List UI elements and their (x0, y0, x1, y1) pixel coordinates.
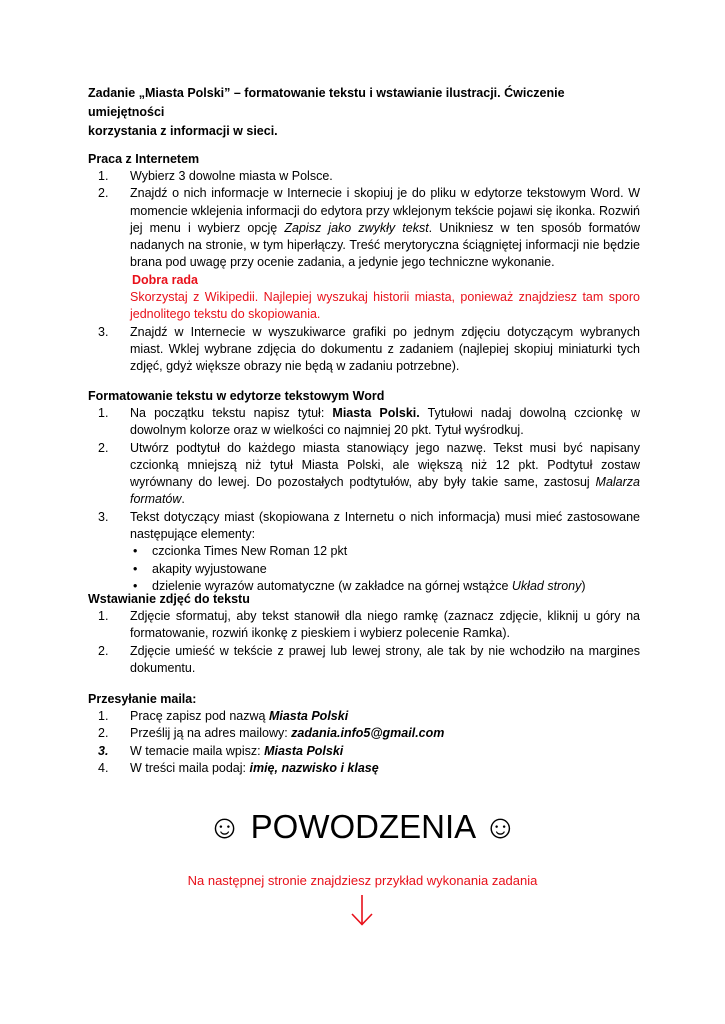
tab-name: Układ strony (511, 578, 582, 593)
list-number: 2. (98, 643, 109, 658)
section-heading-mail: Przesyłanie maila: (88, 692, 197, 706)
internet-list (88, 168, 640, 376)
next-page-note: Na następnej stronie znajdziesz przykład wykonania zadania (187, 873, 538, 888)
list-item (88, 405, 640, 440)
list-text: Zdjęcie sformatuj, aby tekst stanowił dla niego ramkę (zaznacz zdjęcie, kliknij u góry na formatowanie, rozwiń ikonkę z pieskiem i wybierz polecenie Ramka). (130, 609, 640, 641)
list-text: Znajdź w Internecie w wyszukiwarce grafiki po jednym zdjęciu dotyczącym wybranych miast. Wklej wybrane zdjęcia do dokumentu z zadaniem (najlepiej skopiuj miniaturki tych zdjęć, gdyż większe obrazy nie będą w zadaniu potrzebne). (130, 324, 640, 374)
advice-text: Skorzystaj z Wikipedii. Najlepiej wyszukaj historii miasta, ponieważ znajdziesz tam sporo jednolitego tekstu do skopiowania. (130, 290, 640, 322)
section-heading-internet: Praca z Internetem (88, 152, 200, 166)
bullet-text: akapity wyjustowane (152, 561, 267, 576)
list-text: . (181, 492, 185, 507)
title-line-2: korzystania z informacji w sieci. (88, 124, 278, 138)
list-text: . Unikniesz w ten sposób formatów nadanych na stronie, w tym hiperłączy. Treść merytoryczna ściągniętej informacji nie będzie brana pod uwagę przy ocenie zadania, a jedynie jego techniczne wykonanie. (130, 220, 641, 270)
document-title (88, 84, 643, 141)
list-item (88, 725, 640, 742)
list-number: 2. (98, 186, 109, 201)
advice-heading: Dobra rada (132, 272, 198, 287)
list-number: 2. (98, 440, 109, 455)
title-name: Miasta Polski. (332, 406, 420, 420)
list-number: 1. (98, 406, 109, 420)
list-item (88, 509, 640, 595)
list-text: Utwórz podtytuł do każdego miasta stanowiący jego nazwę. Tekst musi być napisany czcionką mniejszą niż tytuł Miasta Polski, ale większą niż 12 pkt. Podtytuł zostaw wyrównany do lewej. Do pozostałych podtytułów, aby były takie same, zastosuj (130, 440, 640, 490)
list-number: 3. (98, 509, 109, 524)
section-heading-format: Formatowanie tekstu w edytorze tekstowym Word (88, 389, 385, 403)
option-name: Zapisz jako zwykły tekst (284, 220, 429, 235)
smiley-icon: ☺ (207, 808, 242, 845)
list-item (88, 743, 640, 760)
list-number: 3. (98, 324, 109, 339)
mail-content: imię, nazwisko i klasę (249, 760, 379, 775)
arrow-down-icon (349, 893, 375, 927)
list-number: 1. (98, 169, 109, 183)
good-luck-text: POWODZENIA (250, 808, 475, 845)
list-item (88, 708, 640, 725)
good-luck-banner (0, 805, 725, 849)
list-item (88, 643, 640, 678)
mail-list (88, 708, 640, 777)
list-number: 1. (98, 709, 109, 723)
list-item (88, 324, 640, 376)
title-line-1: Zadanie „Miasta Polski” – formatowanie tekstu i wstawianie ilustracji. Ćwiczenie umiejętności (88, 86, 565, 119)
list-text: Tekst dotyczący miast (skopiowana z Internetu o nich informacja) musi mieć zastosowane następujące elementy: (130, 509, 640, 542)
format-list (88, 405, 640, 595)
email-address: zadania.info5@gmail.com (291, 726, 445, 741)
list-text: Pracę zapisz pod nazwą (130, 709, 269, 723)
list-text: Na początku tekstu napisz tytuł: (130, 406, 333, 420)
list-item (88, 168, 640, 185)
section-heading-photos: Wstawianie zdjęć do tekstu (88, 592, 250, 606)
list-item (88, 185, 640, 323)
list-number: 4. (98, 760, 109, 775)
list-number: 3. (98, 743, 109, 758)
list-text: Wybierz 3 dowolne miasta w Polsce. (130, 169, 333, 183)
smiley-icon: ☺ (483, 808, 518, 845)
bullet-text: dzielenie wyrazów automatyczne (w zakładce na górnej wstążce (152, 578, 512, 593)
tool-name: Malarza formatów (130, 475, 640, 507)
file-name: Miasta Polski (268, 709, 349, 723)
list-text: Prześlij ją na adres mailowy: (130, 726, 292, 741)
list-text: Tytułowi nadaj dowolną czcionkę w dowolnym kolorze oraz w wielkości co najmniej 20 pkt. Tytuł wyśrodkuj. (130, 406, 640, 438)
list-item (88, 440, 640, 509)
list-text: W temacie maila wpisz: (130, 743, 265, 758)
list-number: 1. (98, 609, 109, 623)
list-item (88, 608, 640, 643)
bullet-text: ) (581, 578, 586, 593)
list-number: 2. (98, 726, 109, 741)
list-text: Znajdź o nich informacje w Internecie i skopiuj je do pliku w edytorze tekstowym Word. W momencie wklejenia informacji do edytora przy wklejonym tekście pojawi się ikonka. Rozwiń jej menu i wybierz opcję (130, 186, 640, 235)
list-item (88, 760, 640, 777)
bullet-item (130, 543, 640, 560)
bullet-text: czcionka Times New Roman 12 pkt (152, 544, 348, 559)
mail-subject: Miasta Polski (264, 743, 344, 758)
bullet-item (130, 561, 640, 578)
list-text: Zdjęcie umieść w tekście z prawej lub lewej strony, ale tak by nie wchodziło na margines dokumentu. (130, 643, 640, 675)
list-text: W treści maila podaj: (130, 760, 250, 775)
bullet-list (130, 543, 640, 595)
photos-list (88, 608, 640, 677)
